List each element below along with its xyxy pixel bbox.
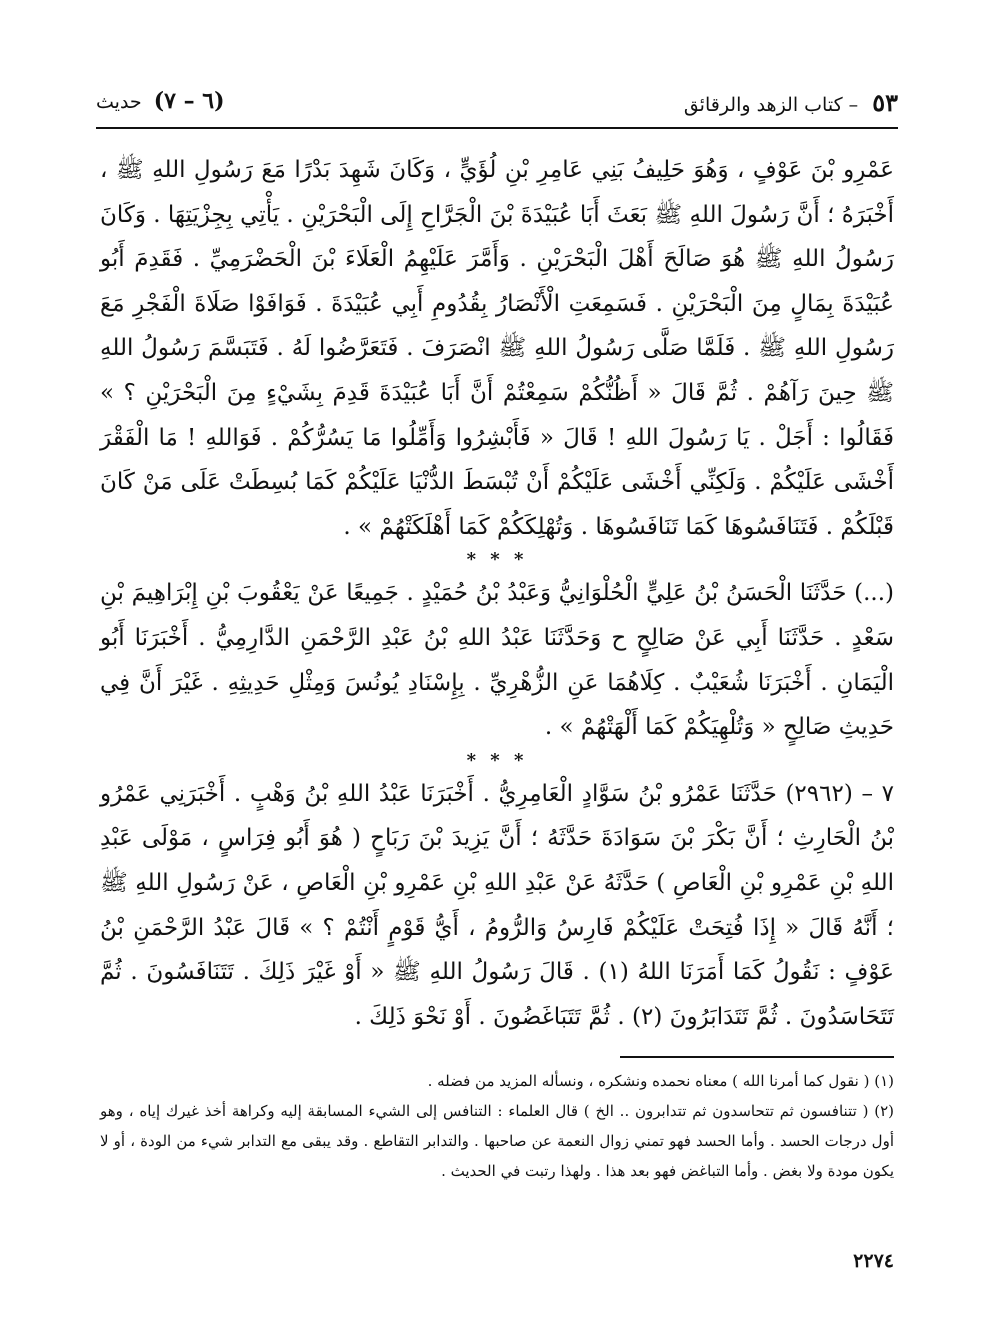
hadith-paragraph-7: ٧ – (٢٩٦٢) حَدَّثَنَا عَمْرُو بْنُ سَوَّادٍ الْعَامِرِيُّ . أَخْبَرَنَا عَبْدُ اللهِ بْنُ وَهْبٍ . أَخْبَرَنِي عَمْرُو بْنُ الْحَارِثِ ؛ أَنَّ بَكْرَ بْنَ سَوَادَةَ حَدَّثَهُ ؛ أَنَّ يَزِيدَ بْنَ رَبَاحٍ ( هُوَ أَبُو فِرَاسٍ ، مَوْلَى عَبْدِ اللهِ بْنِ عَمْرِو بْنِ الْعَاصِ ) حَدَّثَهُ عَنْ عَبْدِ اللهِ بْنِ عَمْرِو بْنِ الْعَاصِ ، عَنْ رَسُولِ اللهِ ﷺ ؛ أَنَّهُ قَالَ « إِذَا فُتِحَتْ عَلَيْكُمْ فَارِسُ وَالرُّومُ ، أَيُّ قَوْمٍ أَنْتُمْ ؟ » قَالَ عَبْدُ الرَّحْمَنِ بْنُ عَوْفٍ : نَقُولُ كَمَا أَمَرَنَا اللهُ (١) . قَالَ رَسُولُ اللهِ ﷺ « أَوْ غَيْرَ ذَلِكَ . تَتَنَافَسُونَ . ثُمَّ تَتَحَاسَدُونَ . ثُمَّ تَتَدَابَرُونَ (٢) . ثُمَّ تَتَبَاغَضُونَ . أَوْ نَحْوَ ذَلِكَ . [100,780,894,1030]
header-hadith-word: حديث [96,91,142,113]
section-separator: * * * [466,549,528,571]
main-text [100,148,894,1039]
page-footer-number: ٢٢٧٤ [853,1250,894,1272]
header-page-number: ٥٣ [872,88,898,117]
section-separator: * * * [466,749,528,771]
header-hadith-range: (٦ – ٧) [153,88,225,114]
footnote-2: (٢) ( تتنافسون ثم تتحاسدون ثم تتدابرون .. الخ ) قال العلماء : التنافس إلى الشيء المسابقة إليه وكراهة أخذ غيرك إياه ، وهو أول درجات الحسد . وأما الحسد فهو تمني زوال النعمة عن صاحبها . والتدابر التقاطع . وقد يبقى مع التدابر شيء من الودة ، أو لا يكون مودة ولا بغض . وأما التباغض فهو بعد هذا . ولهذا رتبت في الحديث . [100,1102,894,1180]
header-book-title-block [684,88,898,117]
hadith-paragraph-isnad: (...) حَدَّثَنَا الْحَسَنُ بْنُ عَلِيٍّ الْحُلْوَانِيُّ وَعَبْدُ بْنُ حُمَيْدٍ . جَمِيعًا عَنْ يَعْقُوبَ بْنِ إِبْرَاهِيمَ بْنِ سَعْدٍ . حَدَّثَنَا أَبِي عَنْ صَالِحٍ ح وَحَدَّثَنَا عَبْدُ اللهِ بْنُ عَبْدِ الرَّحْمَنِ الدَّارِمِيُّ . أَخْبَرَنَا أَبُو الْيَمَانِ . أَخْبَرَنَا شُعَيْبٌ . كِلَاهُمَا عَنِ الزُّهْرِيِّ . بِإِسْنَادِ يُونُسَ وَمِثْلِ حَدِيثِهِ . غَيْرَ أَنَّ فِي حَدِيثِ صَالِحٍ « وَتُلْهِيَكُمْ كَمَا أَلْهَتْهُمْ » . [100,580,894,741]
header-hadith-range-block [96,88,225,114]
header-book-title: – كتاب الزهد والرقائق [683,94,859,116]
running-header [96,88,898,124]
footnote-rule [620,1056,894,1058]
footnotes [100,1066,894,1186]
footnote-1: (١) ( نقول كما أمرنا الله ) معناه نحمده ونشكره ، ونسأله المزيد من فضله . [427,1072,894,1090]
header-rule [96,127,898,129]
hadith-paragraph-continuation: عَمْرِو بْنَ عَوْفٍ ، وَهُوَ حَلِيفُ بَنِي عَامِرِ بْنِ لُؤَيٍّ ، وَكَانَ شَهِدَ بَدْرًا مَعَ رَسُولِ اللهِ ﷺ ، أَخْبَرَهُ ؛ أَنَّ رَسُولَ اللهِ ﷺ بَعَثَ أَبَا عُبَيْدَةَ بْنَ الْجَرَّاحِ إِلَى الْبَحْرَيْنِ . يَأْتِي بِجِزْيَتِهَا . وَكَانَ رَسُولُ اللهِ ﷺ هُوَ صَالَحَ أَهْلَ الْبَحْرَيْنِ . وَأَمَّرَ عَلَيْهِمُ الْعَلَاءَ بْنَ الْحَضْرَمِيِّ . فَقَدِمَ أَبُو عُبَيْدَةَ بِمَالٍ مِنَ الْبَحْرَيْنِ . فَسَمِعَتِ الْأَنْصَارُ بِقُدُومِ أَبِي عُبَيْدَةَ . فَوَافَوْا صَلَاةَ الْفَجْرِ مَعَ رَسُولِ اللهِ ﷺ . فَلَمَّا صَلَّى رَسُولُ اللهِ ﷺ انْصَرَفَ . فَتَعَرَّضُوا لَهُ . فَتَبَسَّمَ رَسُولُ اللهِ ﷺ حِينَ رَآهُمْ . ثُمَّ قَالَ « أَظُنُّكُمْ سَمِعْتُمْ أَنَّ أَبَا عُبَيْدَةَ قَدِمَ بِشَيْءٍ مِنَ الْبَحْرَيْنِ ؟ » فَقَالُوا : أَجَلْ . يَا رَسُولَ اللهِ ! قَالَ « فَأَبْشِرُوا وَأَمِّلُوا مَا يَسُرُّكُمْ . فَوَاللهِ ! مَا الْفَقْرَ أَخْشَى عَلَيْكُمْ . وَلَكِنِّي أَخْشَى عَلَيْكُمْ أَنْ تُبْسَطَ الدُّنْيَا عَلَيْكُمْ كَمَا بُسِطَتْ عَلَى مَنْ كَانَ قَبْلَكُمْ . فَتَنَافَسُوهَا كَمَا تَنَافَسُوهَا . وَتُهْلِكَكُمْ كَمَا أَهْلَكَتْهُمْ » . [100,157,894,540]
